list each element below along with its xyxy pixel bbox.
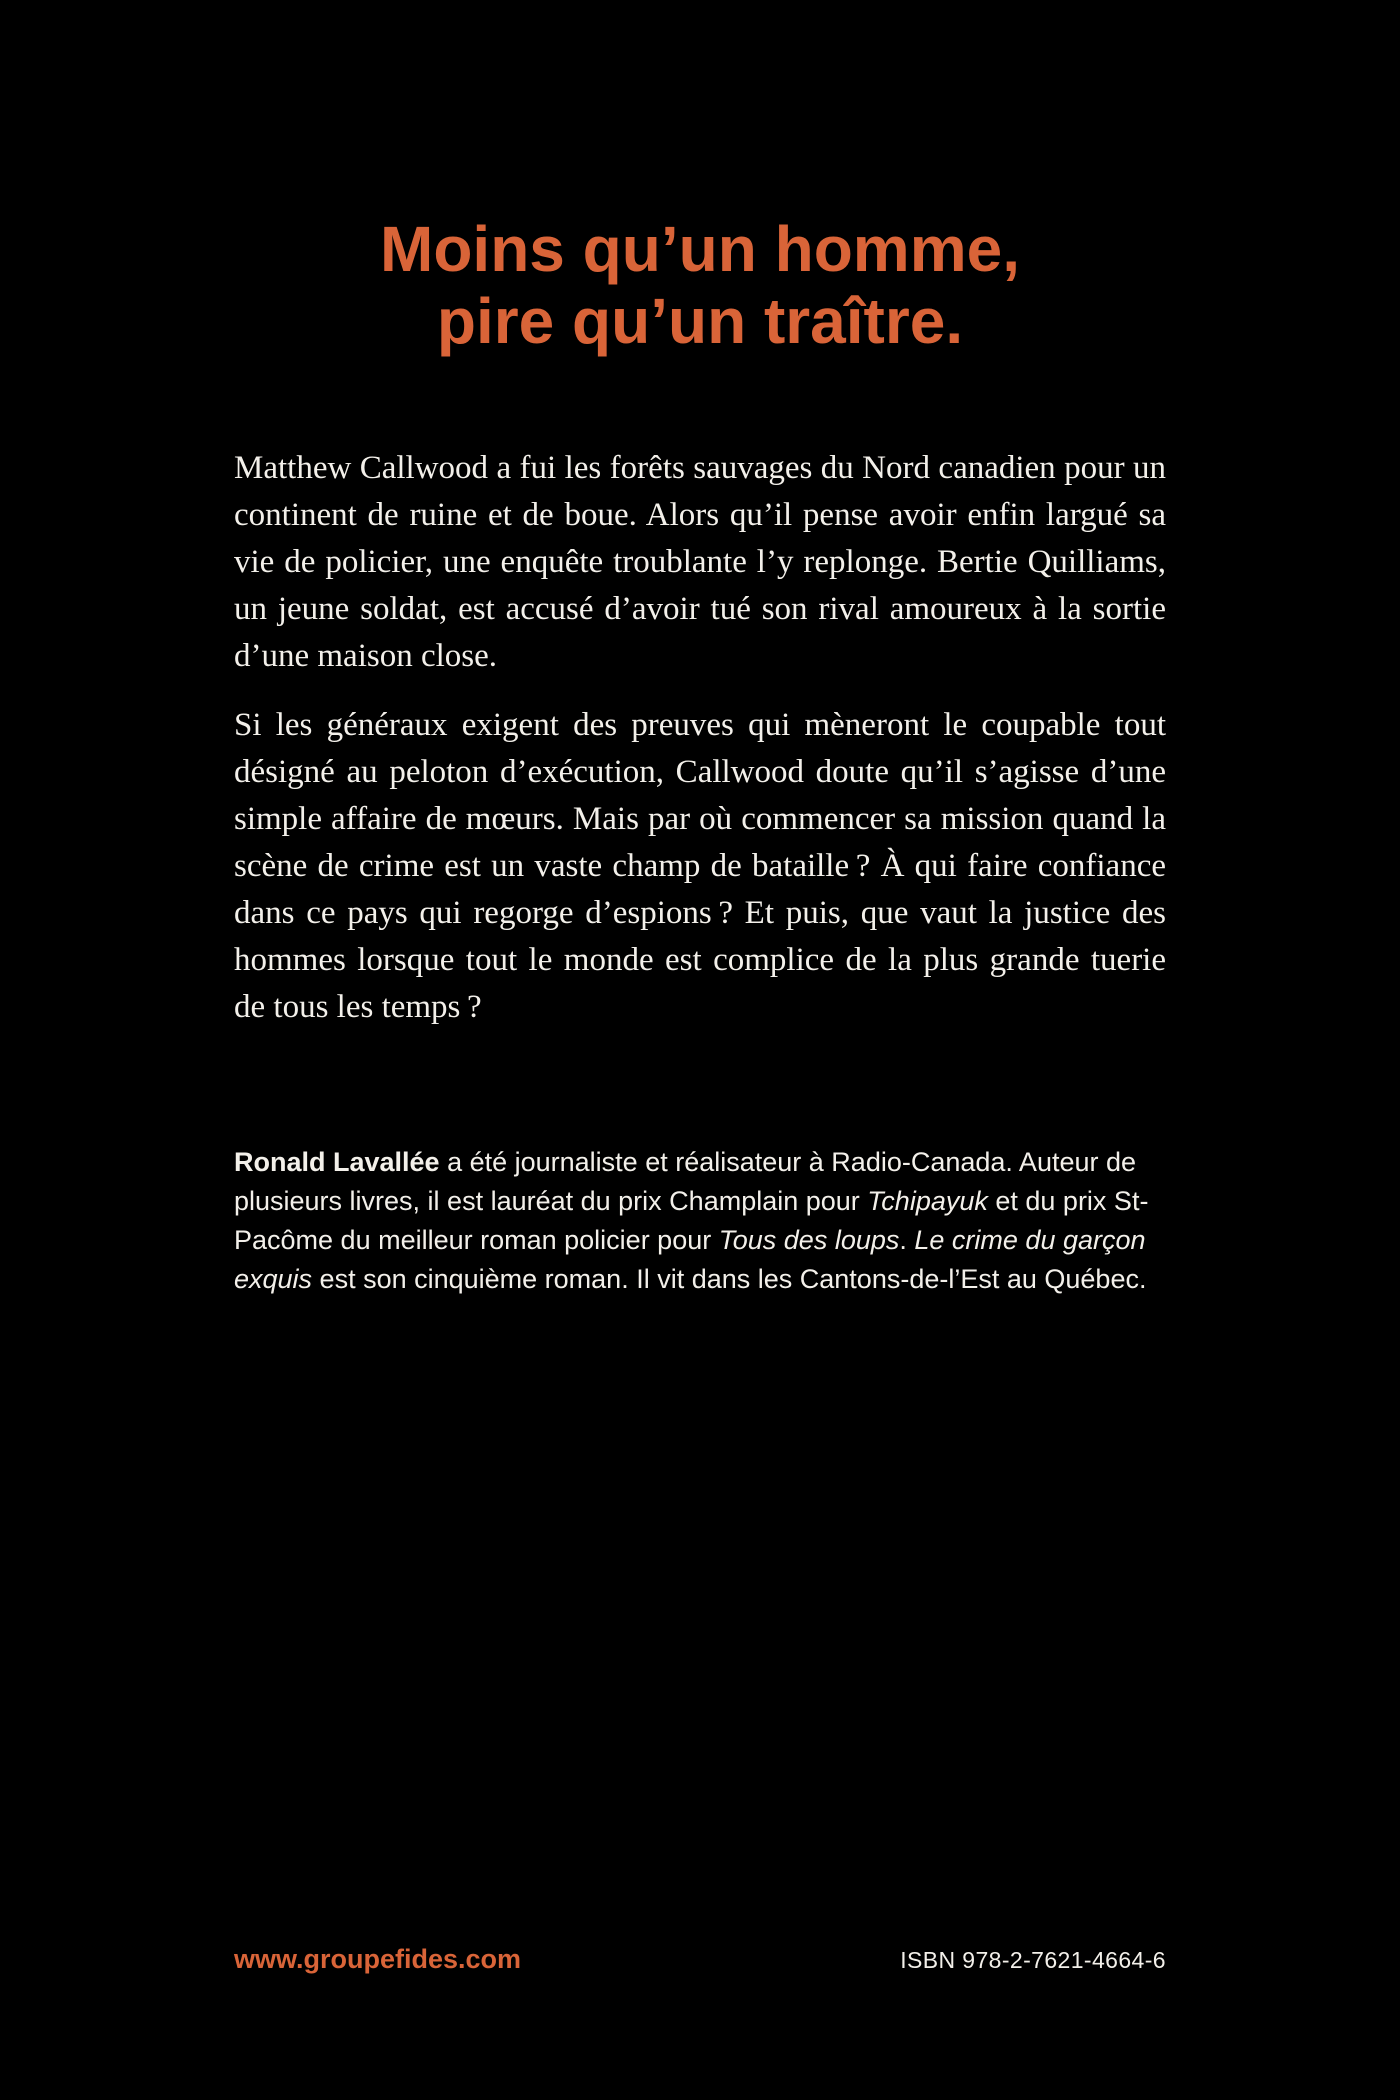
footer (234, 1944, 1166, 1975)
tagline-line-1: Moins qu’un homme, (380, 212, 1020, 285)
bio-segment: Ronald Lavallée (234, 1146, 440, 1177)
bio-segment: Le crime du garçon exquis (234, 1224, 1146, 1294)
synopsis-paragraph-1: Matthew Callwood a fui les forêts sauvages du Nord canadien pour un continent de ruine et de boue. Alors qu’il pense avoir enfin largué sa vie de policier, une enquête troublante l’y replonge. Bertie Quilliams, un jeune soldat, est accusé d’avoir tué son rival amoureux à la sortie d’une maison close. (234, 449, 1166, 674)
author-bio (234, 1143, 1166, 1299)
tagline-line-2: pire qu’un traître. (436, 284, 964, 357)
publisher-website-link[interactable]: www.groupefides.com (234, 1944, 522, 1974)
cover-content-column (234, 0, 1166, 1299)
bio-segment: a été journaliste et réalisateur à Radio-Canada. Auteur de plusieurs livres, il est lauréat du prix Champlain pour (234, 1146, 1137, 1216)
bio-segment: et du prix St-Pacôme du meilleur roman policier pour (234, 1185, 1149, 1255)
bio-segment: Tous des loups (718, 1224, 900, 1255)
synopsis-paragraph-2: Si les généraux exigent des preuves qui mèneront le coupable tout désigné au peloton d’exécution, Callwood doute qu’il s’agisse d’une simple affaire de mœurs. Mais par où commencer sa mission quand la scène de crime est un vaste champ de bataille ? À qui faire confiance dans ce pays qui regorge d’espions ? Et puis, que vaut la justice des hommes lorsque tout le monde est complice de la plus grande tuerie de tous les temps ? (234, 706, 1166, 1025)
synopsis (234, 445, 1166, 1031)
isbn-text: ISBN 978-2-7621-4664-6 (900, 1947, 1166, 1973)
bio-segment: est son cinquième roman. Il vit dans les Cantons-de-l’Est au Québec. (312, 1263, 1147, 1294)
bio-segment: . (899, 1224, 915, 1255)
tagline (234, 213, 1166, 357)
bio-segment: Tchipayuk (867, 1185, 988, 1216)
